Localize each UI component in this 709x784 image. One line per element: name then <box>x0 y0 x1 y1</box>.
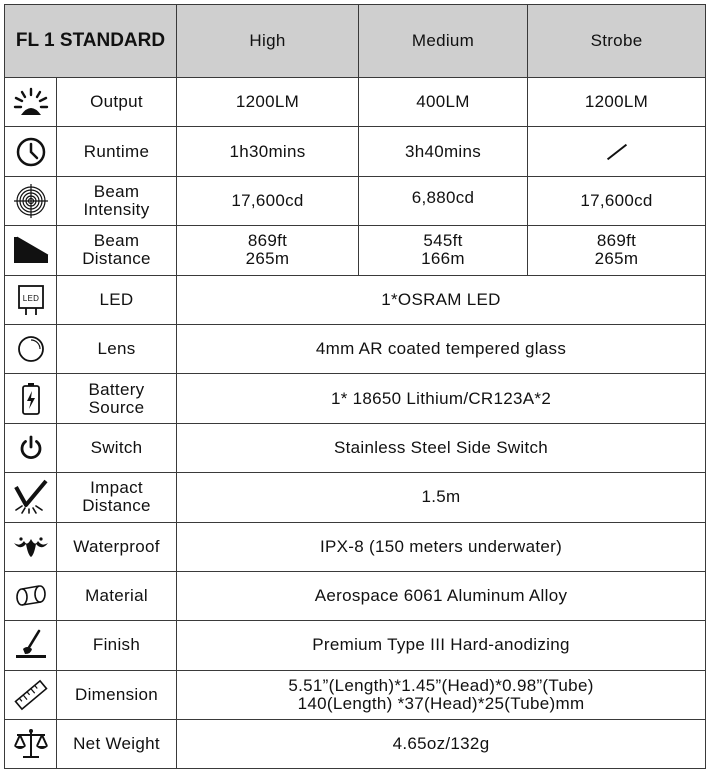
row-label-weight: Net Weight <box>57 720 177 769</box>
row-label-impact: Impact Distance <box>57 473 177 522</box>
table-row <box>5 226 706 275</box>
table-row <box>5 127 706 176</box>
row-label-dimension: Dimension <box>57 670 177 719</box>
target-crosshair-icon <box>13 183 49 219</box>
row-label-lens: Lens <box>57 324 177 373</box>
table-row <box>5 78 706 127</box>
material-value: Aerospace 6061 Aluminum Alloy <box>177 571 706 620</box>
not-applicable-slash-icon <box>606 144 626 160</box>
led-chip-icon <box>16 284 46 316</box>
cylinder-icon <box>14 584 48 608</box>
row-label-material: Material <box>57 571 177 620</box>
ruler-icon <box>13 678 49 712</box>
output-high: 1200LM <box>177 78 359 127</box>
impact-drop-icon <box>12 479 50 515</box>
switch-value: Stainless Steel Side Switch <box>177 423 706 472</box>
lens-value: 4mm AR coated tempered glass <box>177 324 706 373</box>
runtime-strobe <box>528 127 706 176</box>
row-label-output: Output <box>57 78 177 127</box>
runtime-medium: 3h40mins <box>359 127 528 176</box>
waterproof-value: IPX-8 (150 meters underwater) <box>177 522 706 571</box>
spec-table <box>4 4 706 769</box>
table-row <box>5 324 706 373</box>
balance-scale-icon <box>13 728 49 760</box>
light-burst-icon <box>13 87 49 117</box>
table-row <box>5 423 706 472</box>
runtime-high: 1h30mins <box>177 127 359 176</box>
row-label-waterproof: Waterproof <box>57 522 177 571</box>
beam-intensity-medium: 6,880cd <box>359 176 528 225</box>
beam-intensity-high: 17,600cd <box>177 176 359 225</box>
mode-header-high: High <box>177 5 359 78</box>
brush-finish-icon <box>13 629 49 661</box>
output-medium: 400LM <box>359 78 528 127</box>
table-row <box>5 473 706 522</box>
beam-wedge-icon <box>12 235 50 265</box>
table-title: FL 1 STANDARD <box>5 5 177 78</box>
lens-circle-icon <box>16 334 46 364</box>
beam-distance-strobe: 869ft 265m <box>528 226 706 275</box>
row-label-led: LED <box>57 275 177 324</box>
table-row <box>5 670 706 719</box>
table-row <box>5 571 706 620</box>
beam-intensity-strobe: 17,600cd <box>528 176 706 225</box>
row-label-finish: Finish <box>57 621 177 670</box>
table-row <box>5 621 706 670</box>
battery-bolt-icon <box>20 382 42 416</box>
clock-icon <box>15 136 47 168</box>
power-icon <box>17 434 45 462</box>
row-label-beam-distance: Beam Distance <box>57 226 177 275</box>
output-strobe: 1200LM <box>528 78 706 127</box>
impact-value: 1.5m <box>177 473 706 522</box>
led-chip-icon-text: LED <box>22 293 39 303</box>
table-row <box>5 522 706 571</box>
row-label-switch: Switch <box>57 423 177 472</box>
led-value: 1*OSRAM LED <box>177 275 706 324</box>
dimension-value: 5.51”(Length)*1.45”(Head)*0.98”(Tube) 140(Length) *37(Head)*25(Tube)mm <box>177 670 706 719</box>
mode-header-strobe: Strobe <box>528 5 706 78</box>
row-label-runtime: Runtime <box>57 127 177 176</box>
battery-value: 1* 18650 Lithium/CR123A*2 <box>177 374 706 423</box>
table-row <box>5 275 706 324</box>
table-row <box>5 720 706 769</box>
mode-header-medium: Medium <box>359 5 528 78</box>
weight-value: 4.65oz/132g <box>177 720 706 769</box>
header-row <box>5 5 706 78</box>
table-row <box>5 374 706 423</box>
row-label-beam-intensity: Beam Intensity <box>57 176 177 225</box>
beam-distance-medium: 545ft 166m <box>359 226 528 275</box>
water-splash-icon <box>12 535 50 559</box>
beam-distance-high: 869ft 265m <box>177 226 359 275</box>
table-row <box>5 176 706 225</box>
finish-value: Premium Type III Hard-anodizing <box>177 621 706 670</box>
row-label-battery: Battery Source <box>57 374 177 423</box>
